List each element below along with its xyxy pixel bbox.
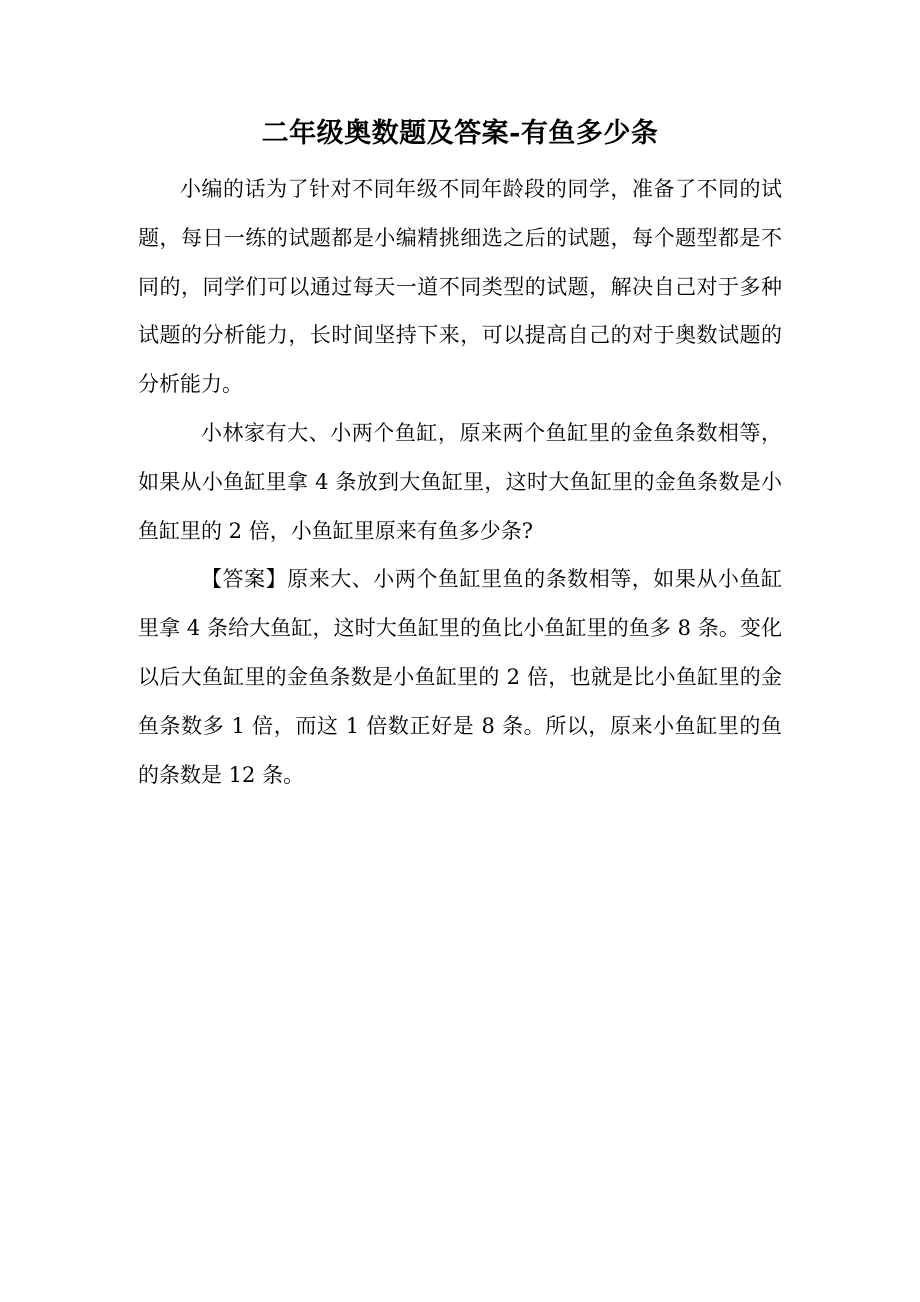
answer-label: 【答案】 [201, 567, 288, 592]
intro-paragraph: 小编的话为了针对不同年级不同年龄段的同学，准备了不同的试题，每日一练的试题都是小编精挑细选之后的试题，每个题型都是不同的，同学们可以通过每天一道不同类型的试题，解决自己对于多种试题的分析能力，长时间坚持下来，可以提高自己的对于奥数试题的分析能力。 [138, 177, 782, 397]
answer-text: 原来大、小两个鱼缸里鱼的条数相等，如果从小鱼缸里拿 4 条给大鱼缸，这时大鱼缸里的鱼比小鱼缸里的鱼多 8 条。变化以后大鱼缸里的金鱼条数是小鱼缸里的 2 倍，也就是比小鱼缸里的金鱼条数多 1 倍，而这 1 倍数正好是 8 条。所以，原来小鱼缸里的鱼的条数是 12 条。 [138, 567, 783, 787]
question-paragraph: 小林家有大、小两个鱼缸，原来两个鱼缸里的金鱼条数相等，如果从小鱼缸里拿 4 条放到大鱼缸里，这时大鱼缸里的金鱼条数是小鱼缸里的 2 倍，小鱼缸里原来有鱼多少条? [138, 420, 782, 543]
document-page [138, 112, 782, 799]
answer-paragraph [138, 555, 782, 799]
document-title: 二年级奥数题及答案-有鱼多少条 [261, 118, 659, 149]
